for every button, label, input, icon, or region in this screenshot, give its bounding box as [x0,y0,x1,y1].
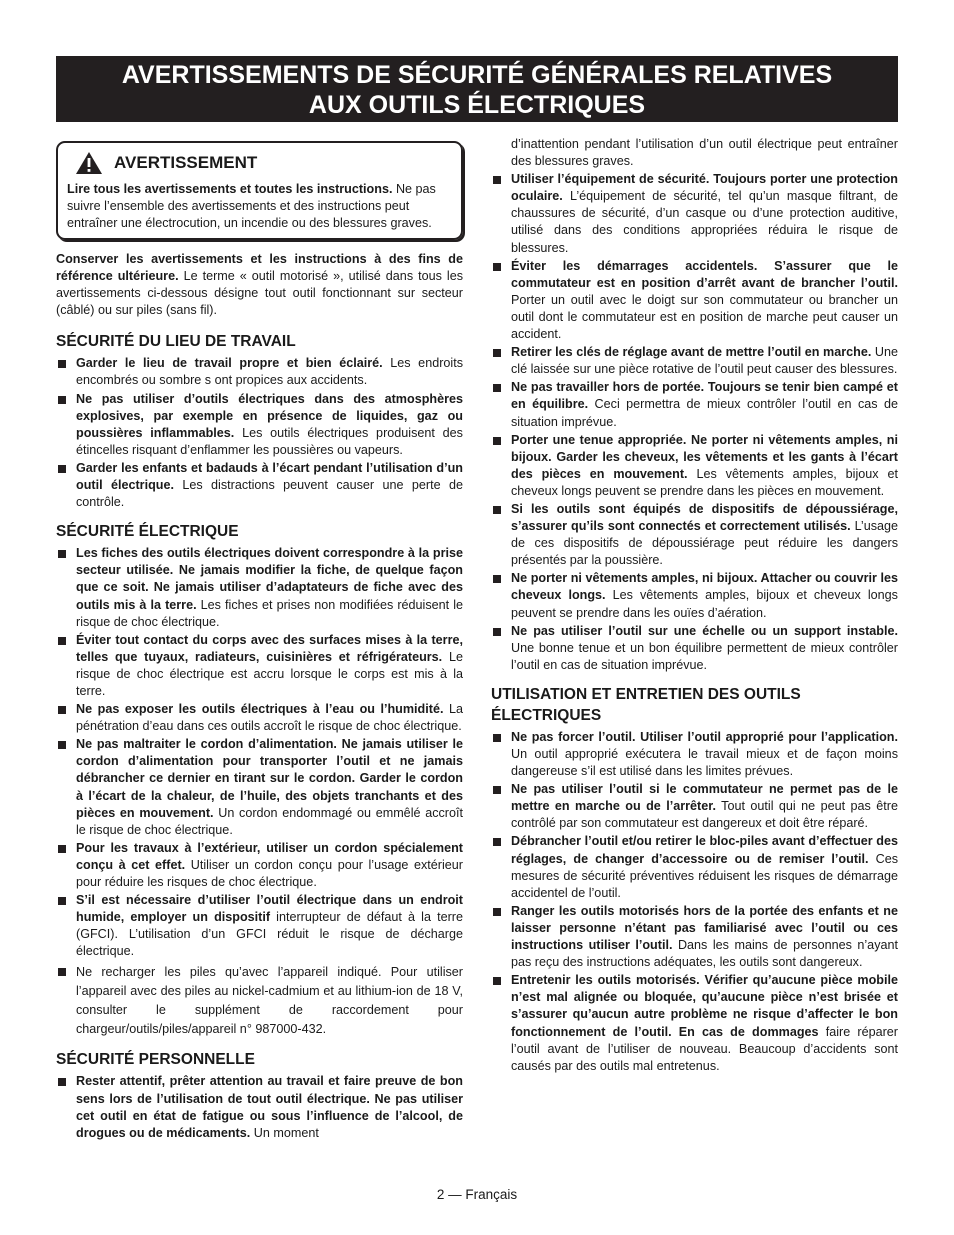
intro-bold: Conserver les avertissements et les instructions à des fins de référence ultérieure. [56,252,463,284]
item-text: Les distractions peuvent causer une perte de contrôle. [76,478,463,510]
list-item [491,903,898,971]
item-text: Les outils électriques produisent des étincelles risquant d’enflammer les poussières ou vapeurs. [76,425,463,457]
item-bold: Garder le lieu de travail propre et bien éclairé. [76,356,383,371]
list-item [491,570,898,621]
section-heading-electrical: SÉCURITÉ ÉLECTRIQUE [56,523,239,541]
item-text: Un cordon endommagé ou emmêlé accroît le risque de choc électrique. [76,805,463,837]
item-bold: Ne pas travailler hors de portée. Toujours se tenir bien campé et en équilibre. [511,380,898,412]
section-heading-personal: SÉCURITÉ PERSONNELLE [56,1051,255,1069]
item-text: Les endroits encombrés ou sombre s ont propices aux accidents. [76,356,463,388]
list-item [56,460,463,511]
list-item [491,258,898,343]
warning-box [56,141,463,240]
item-text: Les fiches et prises non modifiées réduisent le risque de choc électrique. [76,597,463,629]
list-item [56,1073,463,1141]
item-text: Ne recharger les piles qu’avec l’appareil indiqué. Pour utiliser l’appareil avec des piles au nickel-cadmium et au lithium-ion de 18 V, consulter le supplément de raccordement pour chargeur/outils/piles/appareil n° 987000-432. [76,965,463,1037]
item-text: Tout outil qui ne peut pas être contrôlé par son commutateur est dangereux et doit être réparé. [511,799,898,831]
section-heading-use-care: UTILISATION ET ENTRETIEN DES OUTILS ÉLECTRIQUES [491,685,801,724]
item-text: Utiliser un cordon conçu pour l’usage extérieur pour réduire les risques de choc électrique. [76,857,463,889]
item-bold: Ne pas utiliser l’outil si le commutateur ne permet pas de le mettre en marche ou de l’arrêter. [511,782,898,814]
item-text: Les vêtements amples, bijoux et cheveux longs peuvent se prendre dans les ouïes d’aération. [511,588,898,620]
list-item [56,963,463,1039]
item-bold: Ne pas utiliser d’outils électriques dans des atmosphères explosives, par exemple en présence de liquides, gaz ou poussières inflammables. [76,391,463,440]
warning-text [67,181,453,232]
banner-line-2: AUX OUTILS ÉLECTRIQUES [308,91,646,119]
item-bold: Retirer les clés de réglage avant de mettre l’outil en marche. [511,345,872,360]
item-bold: Ne pas maltraiter le cordon d’alimentation. Ne jamais utiliser le cordon d’alimentation pour transporter l’outil et ne jamais débrancher ce dernier en tirant sur le cordon. Garder le cordon à l’écart de la chaleur, de l’huile, des objets tranchants et des pièces en mouvement. [76,737,463,820]
item-bold: Ne pas forcer l’outil. Utiliser l’outil approprié pour l’application. [511,729,898,744]
item-text: Un moment [250,1125,319,1140]
list-item [56,391,463,459]
page-footer: 2 — Français [436,1187,518,1202]
item-text: interrupteur de défaut à la terre (GFCI). L’utilisation d’un GFCI réduit le risque de décharge électrique. [76,910,463,959]
list-item [491,623,898,674]
item-text: Un outil approprié exécutera le travail mieux et de façon moins dangereuse s’il est utilisé dans les limites prévues. [511,747,898,779]
banner-line-1: AVERTISSEMENTS DE SÉCURITÉ GÉNÉRALES RELATIVES [121,61,833,89]
item-bold: Ne porter ni vêtements amples, ni bijoux. Attacher ou couvrir les cheveux longs. [511,571,898,603]
item-bold: Ne pas exposer les outils électriques à l’eau ou l’humidité. [76,702,444,717]
item-text: Dans les mains de personnes n’ayant pas reçu des instructions adéquates, les outils sont dangereux. [511,938,898,970]
warning-title: AVERTISSEMENT [114,153,258,173]
item-text: Ces mesures de sécurité préventives réduisent les risques de démarrage accidentel de l’outil. [511,851,898,900]
warning-text-body: Ne pas suivre l’ensemble des avertissements et des instructions peut entraîner une électrocution, un incendie ou des blessures graves. [67,182,436,230]
item-text: Une bonne tenue et un bon équilibre permettent de mieux contrôler l’outil en cas de situation imprévue. [511,640,898,672]
use-care-list [491,729,898,1075]
list-item [56,632,463,700]
list-item [491,171,898,256]
item-text: Porter un outil avec le doigt sur son commutateur ou brancher un outil dont le commutateur est en position de marche peut causer un accident. [511,292,898,342]
item-bold: Éviter tout contact du corps avec des surfaces mises à la terre, telles que tuyaux, radiateurs, cuisinières et réfrigérateurs. [76,632,463,664]
page-banner [56,56,898,122]
personal-continuation: d’inattention pendant l’utilisation d’un outil électrique peut entraîner des blessures graves. [511,137,898,169]
warning-text-bold: Lire tous les avertissements et toutes les instructions. [67,182,393,196]
item-bold: Pour les travaux à l’extérieur, utiliser un cordon spécialement conçu à cet effet. [76,840,463,872]
item-text: L’équipement de sécurité, tel qu’un masque filtrant, de chaussures de sécurité, d’un casque ou d’une protection auditive, utilisé dans des conditions appropriées réduira le risque de blessures. [511,189,898,255]
list-item [491,972,898,1075]
list-item [491,833,898,901]
item-bold: S’il est nécessaire d’utiliser l’outil électrique dans un endroit humide, employer un dispositif [76,893,463,925]
right-column [491,136,898,1085]
item-text: La pénétration d’eau dans ces outils accroît le risque de choc électrique. [76,702,463,734]
item-bold: Rester attentif, prêter attention au travail et faire preuve de bon sens lors de l’utilisation de tout outil électrique. Ne pas utiliser cet outil en état de fatigue ou sous l’influence de l’alcool, de drogues ou de médicaments. [76,1074,463,1140]
item-bold: Éviter les démarrages accidentels. S’assurer que le commutateur est en position d’arrêt avant de brancher l’outil. [511,258,898,290]
section-heading-work-area: SÉCURITÉ DU LIEU DE TRAVAIL [56,333,296,351]
list-item [491,501,898,569]
list-item [56,545,463,630]
item-text: faire réparer l’outil avant de l’utiliser de nouveau. Beaucoup d’accidents sont causés par des outils mal entretenus. [511,1024,898,1073]
item-text: L’usage de ces dispositifs de dépoussiérage peut réduire les dangers présentés par la poussière. [511,519,899,568]
electrical-list [56,545,463,1039]
list-item [491,344,898,378]
personal-list-right [491,171,898,674]
item-bold: Entretenir les outils motorisés. Vérifier qu’aucune pièce mobile n’est mal alignée ou bloquée, qu’aucune pièce n’est brisée et s’assurer qu’aucun autre problème ne risque d’affecter le bon fonctionnement de l’outil. En cas de dommages [511,973,898,1039]
intro-text: Le terme « outil motorisé », utilisé dans tous les avertissements ci-dessous désigne tout outil fonctionnant sur secteur (câblé) ou sur piles (sans fil). [56,269,463,318]
item-text: Les vêtements amples, bijoux et cheveux longs peuvent se prendre dans les pièces en mouvement. [511,466,898,498]
item-bold: Les fiches des outils électriques doivent correspondre à la prise secteur utilisée. Ne jamais modifier la fiche, de quelque façon que ce soit. Ne jamais utiliser d’adaptateurs de fiche avec des outils mis à la terre. [76,546,463,612]
item-bold: Utiliser l’équipement de sécurité. Toujours porter une protection oculaire. [511,172,898,204]
list-item [56,892,463,960]
item-bold: Ranger les outils motorisés hors de la portée des enfants et ne laisser personne n’étant pas familiarisé avec l’outil ou ces instructions utiliser l’outil. [511,903,898,953]
list-item [56,701,463,735]
warning-triangle-icon [75,151,103,175]
item-bold: Si les outils sont équipés de dispositifs de dépoussiérage, s’assurer qu’ils sont connectés et correctement utilisés. [511,501,898,534]
list-item [56,736,463,839]
list-item [491,729,898,780]
list-item [491,432,898,500]
list-item [56,355,463,389]
intro-paragraph [56,251,463,319]
work-area-list [56,355,463,511]
warning-header [67,151,453,175]
item-bold: Porter une tenue appropriée. Ne porter ni vêtements amples, ni bijoux. Garder les cheveux, les vêtements et les gants à l’écart des pièces en mouvement. [511,432,898,481]
list-item [56,840,463,891]
list-item [491,379,898,430]
item-bold: Débrancher l’outil et/ou retirer le bloc-piles avant d’effectuer des réglages, de changer d’accessoire ou de remiser l’outil. [511,834,898,866]
left-column [56,138,463,1152]
item-bold: Ne pas utiliser l’outil sur une échelle ou un support instable. [511,623,898,638]
item-text: Une clé laissée sur une pièce rotative de l’outil peut causer des blessures. [511,345,899,377]
list-item [491,781,898,832]
item-text: Ceci permettra de mieux contrôler l’outil en cas de situation imprévue. [511,397,898,429]
item-text: Le risque de choc électrique est accru lorsque le corps est mis à la terre. [76,649,463,698]
item-bold: Garder les enfants et badauds à l’écart pendant l’utilisation d’un outil électrique. [76,460,463,493]
personal-list-left [56,1073,463,1141]
